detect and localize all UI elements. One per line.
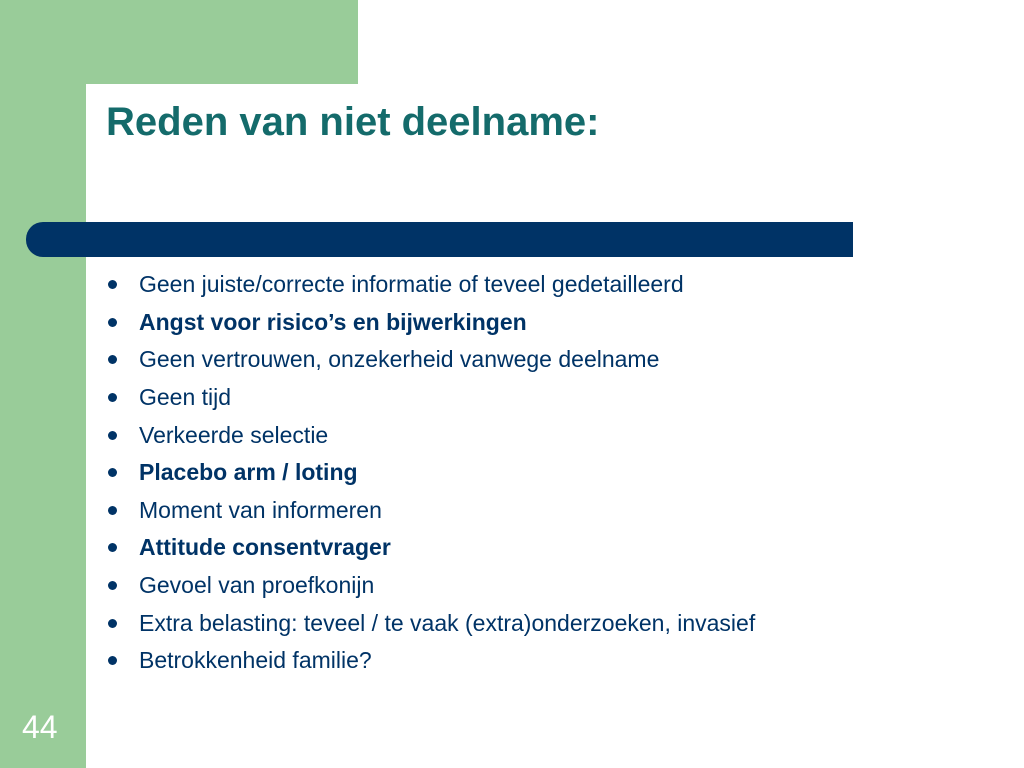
- bullet-text: Angst voor risico’s en bijwerkingen: [139, 308, 527, 335]
- bullet-item: [104, 492, 755, 530]
- bullet-dot-icon: [108, 619, 117, 628]
- bullet-dot-icon: [108, 581, 117, 590]
- bullet-dot-icon: [108, 543, 117, 552]
- bullet-text: Verkeerde selectie: [139, 421, 329, 448]
- bullet-dot-icon: [108, 393, 117, 402]
- bullet-dot-icon: [108, 431, 117, 440]
- bullet-dot-icon: [108, 355, 117, 364]
- bullet-item: [104, 416, 755, 454]
- bullet-text: Extra belasting: teveel / te vaak (extra)onderzoeken, invasief: [139, 609, 756, 636]
- bullet-item: [104, 304, 755, 342]
- bullet-item: [104, 642, 755, 680]
- bullet-dot-icon: [108, 468, 117, 477]
- bullet-text: Geen juiste/correcte informatie of teveel gedetailleerd: [139, 271, 684, 298]
- title-divider-bar: [26, 222, 853, 257]
- bullet-item: [104, 379, 755, 417]
- bullet-dot-icon: [108, 280, 117, 289]
- left-green-band: [0, 0, 86, 768]
- bullet-item: [104, 567, 755, 605]
- bullet-item: [104, 341, 755, 379]
- bullet-item: [104, 604, 755, 642]
- bullet-text: Moment van informeren: [139, 496, 382, 523]
- bullet-text: Attitude consentvrager: [139, 534, 391, 561]
- bullet-text: Gevoel van proefkonijn: [139, 572, 375, 599]
- bullet-list: [104, 266, 755, 680]
- bullet-dot-icon: [108, 656, 117, 665]
- bullet-dot-icon: [108, 318, 117, 327]
- bullet-text: Geen tijd: [139, 384, 232, 411]
- bullet-dot-icon: [108, 506, 117, 515]
- bullet-item: [104, 266, 755, 304]
- bullet-item: [104, 454, 755, 492]
- bullet-text: Betrokkenheid familie?: [139, 647, 372, 674]
- bullet-text: Placebo arm / loting: [139, 459, 358, 486]
- top-green-band: [86, 0, 358, 84]
- slide-number: 44: [22, 709, 58, 745]
- bullet-text: Geen vertrouwen, onzekerheid vanwege deelname: [139, 346, 660, 373]
- slide-title: Reden van niet deelname:: [106, 100, 600, 144]
- bullet-item: [104, 529, 755, 567]
